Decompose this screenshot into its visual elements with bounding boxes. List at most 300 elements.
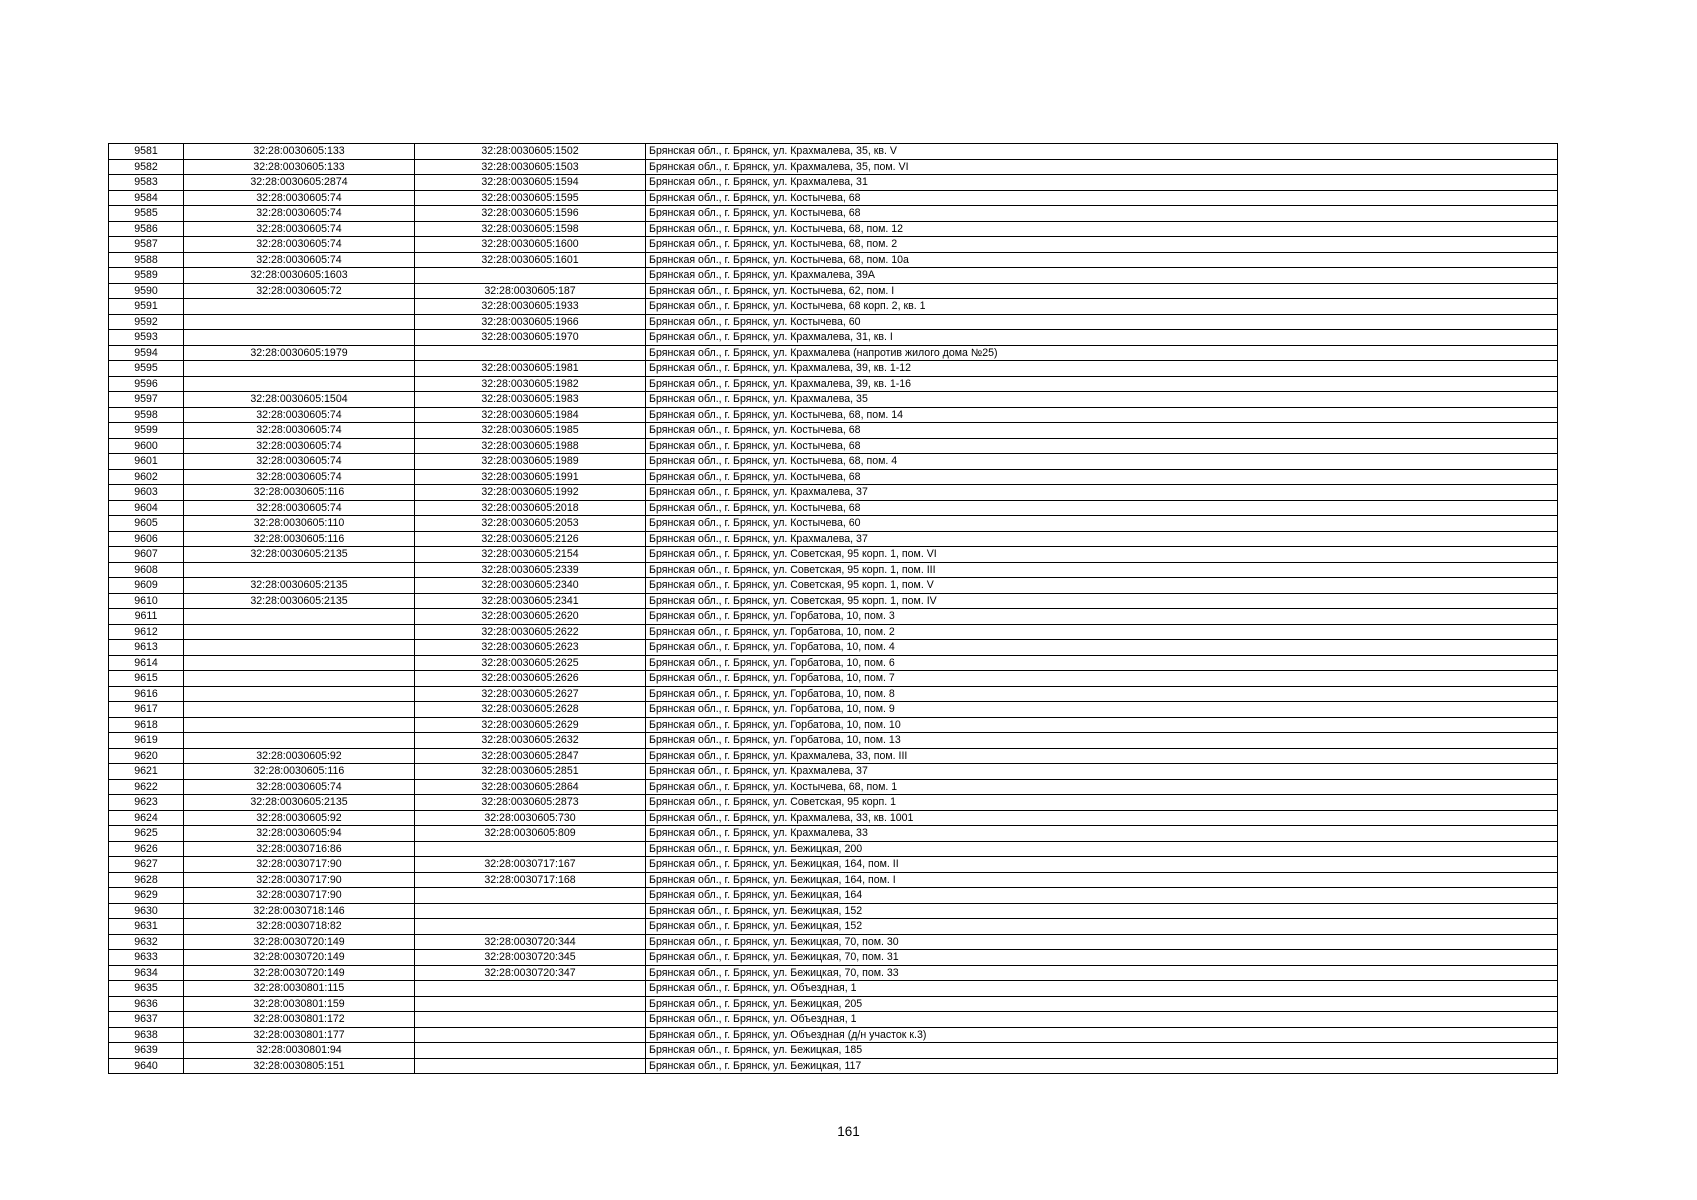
address-cell: Брянская обл., г. Брянск, ул. Горбатова, 10, пом. 10 xyxy=(646,717,1558,733)
address-cell: Брянская обл., г. Брянск, ул. Костычева, 68 xyxy=(646,469,1558,485)
object-cadastral-number-cell: 32:28:0030605:2851 xyxy=(415,764,646,780)
address-cell: Брянская обл., г. Брянск, ул. Костычева, 68 xyxy=(646,423,1558,439)
table-row xyxy=(109,299,1558,315)
row-number-cell: 9629 xyxy=(109,888,184,904)
row-number-cell: 9623 xyxy=(109,795,184,811)
row-number-cell: 9620 xyxy=(109,748,184,764)
object-cadastral-number-cell: 32:28:0030605:2627 xyxy=(415,686,646,702)
row-number-cell: 9631 xyxy=(109,919,184,935)
address-cell: Брянская обл., г. Брянск, ул. Крахмалева, 31 xyxy=(646,175,1558,191)
row-number-cell: 9606 xyxy=(109,531,184,547)
object-cadastral-number-cell: 32:28:0030605:2340 xyxy=(415,578,646,594)
row-number-cell: 9585 xyxy=(109,206,184,222)
row-number-cell: 9639 xyxy=(109,1043,184,1059)
row-number-cell: 9609 xyxy=(109,578,184,594)
cadastral-number-cell: 32:28:0030605:74 xyxy=(184,423,415,439)
address-cell: Брянская обл., г. Брянск, ул. Бежицкая, 164 xyxy=(646,888,1558,904)
registry-table-body xyxy=(109,144,1558,1074)
row-number-cell: 9624 xyxy=(109,810,184,826)
object-cadastral-number-cell: 32:28:0030605:1966 xyxy=(415,314,646,330)
address-cell: Брянская обл., г. Брянск, ул. Советская, 95 корп. 1 xyxy=(646,795,1558,811)
cadastral-number-cell: 32:28:0030605:1603 xyxy=(184,268,415,284)
row-number-cell: 9592 xyxy=(109,314,184,330)
table-row xyxy=(109,748,1558,764)
table-row xyxy=(109,1027,1558,1043)
object-cadastral-number-cell: 32:28:0030605:2154 xyxy=(415,547,646,563)
row-number-cell: 9633 xyxy=(109,950,184,966)
row-number-cell: 9590 xyxy=(109,283,184,299)
row-number-cell: 9603 xyxy=(109,485,184,501)
row-number-cell: 9586 xyxy=(109,221,184,237)
address-cell: Брянская обл., г. Брянск, ул. Костычева, 68, пом. 2 xyxy=(646,237,1558,253)
address-cell: Брянская обл., г. Брянск, ул. Горбатова, 10, пом. 13 xyxy=(646,733,1558,749)
address-cell: Брянская обл., г. Брянск, ул. Объездная (д/н участок к.3) xyxy=(646,1027,1558,1043)
address-cell: Брянская обл., г. Брянск, ул. Бежицкая, 70, пом. 33 xyxy=(646,965,1558,981)
address-cell: Брянская обл., г. Брянск, ул. Крахмалева, 33, пом. III xyxy=(646,748,1558,764)
row-number-cell: 9612 xyxy=(109,624,184,640)
cadastral-number-cell xyxy=(184,376,415,392)
cadastral-number-cell: 32:28:0030605:72 xyxy=(184,283,415,299)
cadastral-number-cell: 32:28:0030605:2874 xyxy=(184,175,415,191)
table-row xyxy=(109,516,1558,532)
table-row xyxy=(109,671,1558,687)
address-cell: Брянская обл., г. Брянск, ул. Костычева, 60 xyxy=(646,516,1558,532)
object-cadastral-number-cell: 32:28:0030605:2339 xyxy=(415,562,646,578)
row-number-cell: 9591 xyxy=(109,299,184,315)
row-number-cell: 9635 xyxy=(109,981,184,997)
cadastral-number-cell: 32:28:0030605:92 xyxy=(184,810,415,826)
row-number-cell: 9593 xyxy=(109,330,184,346)
object-cadastral-number-cell: 32:28:0030720:347 xyxy=(415,965,646,981)
object-cadastral-number-cell: 32:28:0030605:2864 xyxy=(415,779,646,795)
table-row xyxy=(109,779,1558,795)
row-number-cell: 9613 xyxy=(109,640,184,656)
cadastral-number-cell: 32:28:0030801:159 xyxy=(184,996,415,1012)
object-cadastral-number-cell: 32:28:0030605:2018 xyxy=(415,500,646,516)
cadastral-number-cell: 32:28:0030605:116 xyxy=(184,764,415,780)
row-number-cell: 9599 xyxy=(109,423,184,439)
address-cell: Брянская обл., г. Брянск, ул. Костычева, 68, пом. 12 xyxy=(646,221,1558,237)
address-cell: Брянская обл., г. Брянск, ул. Крахмалева, 39, кв. 1-16 xyxy=(646,376,1558,392)
cadastral-number-cell: 32:28:0030605:74 xyxy=(184,454,415,470)
table-row xyxy=(109,919,1558,935)
cadastral-number-cell: 32:28:0030801:177 xyxy=(184,1027,415,1043)
table-row xyxy=(109,438,1558,454)
address-cell: Брянская обл., г. Брянск, ул. Костычева, 68 xyxy=(646,190,1558,206)
address-cell: Брянская обл., г. Брянск, ул. Горбатова, 10, пом. 9 xyxy=(646,702,1558,718)
cadastral-number-cell: 32:28:0030605:74 xyxy=(184,407,415,423)
row-number-cell: 9626 xyxy=(109,841,184,857)
row-number-cell: 9611 xyxy=(109,609,184,625)
address-cell: Брянская обл., г. Брянск, ул. Бежицкая, 152 xyxy=(646,903,1558,919)
address-cell: Брянская обл., г. Брянск, ул. Костычева, 68 корп. 2, кв. 1 xyxy=(646,299,1558,315)
address-cell: Брянская обл., г. Брянск, ул. Крахмалева, 31, кв. I xyxy=(646,330,1558,346)
table-row xyxy=(109,345,1558,361)
table-row xyxy=(109,578,1558,594)
cadastral-number-cell xyxy=(184,562,415,578)
object-cadastral-number-cell xyxy=(415,996,646,1012)
table-row xyxy=(109,903,1558,919)
cadastral-number-cell: 32:28:0030605:2135 xyxy=(184,547,415,563)
object-cadastral-number-cell: 32:28:0030605:2629 xyxy=(415,717,646,733)
row-number-cell: 9608 xyxy=(109,562,184,578)
object-cadastral-number-cell: 32:28:0030605:2341 xyxy=(415,593,646,609)
address-cell: Брянская обл., г. Брянск, ул. Крахмалева, 33 xyxy=(646,826,1558,842)
address-cell: Брянская обл., г. Брянск, ул. Костычева, 68 xyxy=(646,206,1558,222)
cadastral-number-cell: 32:28:0030718:146 xyxy=(184,903,415,919)
row-number-cell: 9637 xyxy=(109,1012,184,1028)
address-cell: Брянская обл., г. Брянск, ул. Горбатова, 10, пом. 2 xyxy=(646,624,1558,640)
cadastral-number-cell: 32:28:0030605:116 xyxy=(184,531,415,547)
object-cadastral-number-cell: 32:28:0030605:1503 xyxy=(415,159,646,175)
table-row xyxy=(109,392,1558,408)
object-cadastral-number-cell: 32:28:0030717:167 xyxy=(415,857,646,873)
address-cell: Брянская обл., г. Брянск, ул. Объездная, 1 xyxy=(646,981,1558,997)
cadastral-number-cell: 32:28:0030801:115 xyxy=(184,981,415,997)
table-row xyxy=(109,996,1558,1012)
object-cadastral-number-cell: 32:28:0030605:187 xyxy=(415,283,646,299)
cadastral-number-cell: 32:28:0030801:172 xyxy=(184,1012,415,1028)
table-row xyxy=(109,1043,1558,1059)
row-number-cell: 9584 xyxy=(109,190,184,206)
address-cell: Брянская обл., г. Брянск, ул. Бежицкая, 185 xyxy=(646,1043,1558,1059)
row-number-cell: 9615 xyxy=(109,671,184,687)
row-number-cell: 9596 xyxy=(109,376,184,392)
cadastral-number-cell: 32:28:0030716:86 xyxy=(184,841,415,857)
cadastral-number-cell: 32:28:0030605:2135 xyxy=(184,593,415,609)
address-cell: Брянская обл., г. Брянск, ул. Крахмалева, 37 xyxy=(646,485,1558,501)
cadastral-number-cell xyxy=(184,640,415,656)
cadastral-number-cell: 32:28:0030720:149 xyxy=(184,965,415,981)
address-cell: Брянская обл., г. Брянск, ул. Горбатова, 10, пом. 6 xyxy=(646,655,1558,671)
cadastral-number-cell: 32:28:0030605:2135 xyxy=(184,795,415,811)
table-row xyxy=(109,934,1558,950)
object-cadastral-number-cell xyxy=(415,1027,646,1043)
table-row xyxy=(109,764,1558,780)
object-cadastral-number-cell xyxy=(415,345,646,361)
cadastral-number-cell: 32:28:0030605:2135 xyxy=(184,578,415,594)
table-row xyxy=(109,950,1558,966)
cadastral-number-cell: 32:28:0030605:74 xyxy=(184,779,415,795)
table-row xyxy=(109,469,1558,485)
table-row xyxy=(109,268,1558,284)
cadastral-number-cell xyxy=(184,702,415,718)
object-cadastral-number-cell: 32:28:0030605:1595 xyxy=(415,190,646,206)
address-cell: Брянская обл., г. Брянск, ул. Советская, 95 корп. 1, пом. VI xyxy=(646,547,1558,563)
table-row xyxy=(109,175,1558,191)
cadastral-number-cell: 32:28:0030717:90 xyxy=(184,888,415,904)
row-number-cell: 9589 xyxy=(109,268,184,284)
cadastral-number-cell xyxy=(184,655,415,671)
address-cell: Брянская обл., г. Брянск, ул. Костычева, 68, пом. 4 xyxy=(646,454,1558,470)
address-cell: Брянская обл., г. Брянск, ул. Крахмалева (напротив жилого дома №25) xyxy=(646,345,1558,361)
table-row xyxy=(109,981,1558,997)
row-number-cell: 9594 xyxy=(109,345,184,361)
table-row xyxy=(109,640,1558,656)
table-row xyxy=(109,1012,1558,1028)
address-cell: Брянская обл., г. Брянск, ул. Крахмалева, 35, пом. VI xyxy=(646,159,1558,175)
object-cadastral-number-cell: 32:28:0030605:1989 xyxy=(415,454,646,470)
address-cell: Брянская обл., г. Брянск, ул. Бежицкая, 200 xyxy=(646,841,1558,857)
object-cadastral-number-cell: 32:28:0030605:730 xyxy=(415,810,646,826)
row-number-cell: 9619 xyxy=(109,733,184,749)
object-cadastral-number-cell: 32:28:0030605:1598 xyxy=(415,221,646,237)
row-number-cell: 9627 xyxy=(109,857,184,873)
table-row xyxy=(109,795,1558,811)
address-cell: Брянская обл., г. Брянск, ул. Костычева, 68, пом. 1 xyxy=(646,779,1558,795)
address-cell: Брянская обл., г. Брянск, ул. Костычева, 68, пом. 14 xyxy=(646,407,1558,423)
address-cell: Брянская обл., г. Брянск, ул. Костычева, 68 xyxy=(646,500,1558,516)
object-cadastral-number-cell: 32:28:0030605:2625 xyxy=(415,655,646,671)
cadastral-number-cell: 32:28:0030717:90 xyxy=(184,857,415,873)
address-cell: Брянская обл., г. Брянск, ул. Костычева, 68, пом. 10а xyxy=(646,252,1558,268)
object-cadastral-number-cell: 32:28:0030605:1970 xyxy=(415,330,646,346)
object-cadastral-number-cell: 32:28:0030605:1988 xyxy=(415,438,646,454)
cadastral-number-cell: 32:28:0030605:74 xyxy=(184,221,415,237)
cadastral-number-cell xyxy=(184,299,415,315)
table-row xyxy=(109,624,1558,640)
object-cadastral-number-cell: 32:28:0030605:1600 xyxy=(415,237,646,253)
object-cadastral-number-cell: 32:28:0030605:2623 xyxy=(415,640,646,656)
table-row xyxy=(109,376,1558,392)
row-number-cell: 9618 xyxy=(109,717,184,733)
table-row xyxy=(109,609,1558,625)
address-cell: Брянская обл., г. Брянск, ул. Бежицкая, 70, пом. 30 xyxy=(646,934,1558,950)
object-cadastral-number-cell xyxy=(415,981,646,997)
cadastral-number-cell: 32:28:0030605:110 xyxy=(184,516,415,532)
object-cadastral-number-cell: 32:28:0030605:2628 xyxy=(415,702,646,718)
object-cadastral-number-cell: 32:28:0030605:2626 xyxy=(415,671,646,687)
cadastral-number-cell: 32:28:0030605:133 xyxy=(184,159,415,175)
address-cell: Брянская обл., г. Брянск, ул. Бежицкая, 152 xyxy=(646,919,1558,935)
object-cadastral-number-cell xyxy=(415,919,646,935)
table-row xyxy=(109,965,1558,981)
cadastral-number-cell: 32:28:0030605:1979 xyxy=(184,345,415,361)
address-cell: Брянская обл., г. Брянск, ул. Крахмалева, 35, кв. V xyxy=(646,144,1558,160)
cadastral-number-cell: 32:28:0030605:94 xyxy=(184,826,415,842)
table-row xyxy=(109,841,1558,857)
table-row xyxy=(109,237,1558,253)
cadastral-number-cell: 32:28:0030605:74 xyxy=(184,469,415,485)
object-cadastral-number-cell: 32:28:0030605:1502 xyxy=(415,144,646,160)
object-cadastral-number-cell xyxy=(415,1012,646,1028)
row-number-cell: 9640 xyxy=(109,1058,184,1074)
object-cadastral-number-cell: 32:28:0030605:1982 xyxy=(415,376,646,392)
cadastral-number-cell xyxy=(184,624,415,640)
object-cadastral-number-cell: 32:28:0030605:1933 xyxy=(415,299,646,315)
table-row xyxy=(109,686,1558,702)
cadastral-number-cell xyxy=(184,609,415,625)
object-cadastral-number-cell: 32:28:0030720:344 xyxy=(415,934,646,950)
object-cadastral-number-cell: 32:28:0030605:1992 xyxy=(415,485,646,501)
row-number-cell: 9638 xyxy=(109,1027,184,1043)
address-cell: Брянская обл., г. Брянск, ул. Бежицкая, 70, пом. 31 xyxy=(646,950,1558,966)
object-cadastral-number-cell: 32:28:0030605:2873 xyxy=(415,795,646,811)
address-cell: Брянская обл., г. Брянск, ул. Горбатова, 10, пом. 8 xyxy=(646,686,1558,702)
object-cadastral-number-cell: 32:28:0030605:2847 xyxy=(415,748,646,764)
address-cell: Брянская обл., г. Брянск, ул. Советская, 95 корп. 1, пом. III xyxy=(646,562,1558,578)
cadastral-number-cell: 32:28:0030717:90 xyxy=(184,872,415,888)
table-row xyxy=(109,361,1558,377)
table-row xyxy=(109,485,1558,501)
object-cadastral-number-cell xyxy=(415,1058,646,1074)
table-row xyxy=(109,423,1558,439)
address-cell: Брянская обл., г. Брянск, ул. Бежицкая, 117 xyxy=(646,1058,1558,1074)
row-number-cell: 9630 xyxy=(109,903,184,919)
row-number-cell: 9601 xyxy=(109,454,184,470)
address-cell: Брянская обл., г. Брянск, ул. Костычева, 62, пом. I xyxy=(646,283,1558,299)
cadastral-number-cell: 32:28:0030605:133 xyxy=(184,144,415,160)
cadastral-number-cell xyxy=(184,686,415,702)
object-cadastral-number-cell xyxy=(415,903,646,919)
object-cadastral-number-cell xyxy=(415,888,646,904)
table-row xyxy=(109,252,1558,268)
object-cadastral-number-cell: 32:28:0030605:1594 xyxy=(415,175,646,191)
address-cell: Брянская обл., г. Брянск, ул. Горбатова, 10, пом. 4 xyxy=(646,640,1558,656)
address-cell: Брянская обл., г. Брянск, ул. Горбатова, 10, пом. 3 xyxy=(646,609,1558,625)
cadastral-number-cell xyxy=(184,671,415,687)
cadastral-number-cell: 32:28:0030720:149 xyxy=(184,950,415,966)
registry-table xyxy=(108,143,1558,1074)
address-cell: Брянская обл., г. Брянск, ул. Костычева, 68 xyxy=(646,438,1558,454)
table-row xyxy=(109,1058,1558,1074)
row-number-cell: 9588 xyxy=(109,252,184,268)
page-number: 161 xyxy=(837,1124,860,1139)
row-number-cell: 9581 xyxy=(109,144,184,160)
cadastral-number-cell xyxy=(184,733,415,749)
cadastral-number-cell: 32:28:0030605:74 xyxy=(184,252,415,268)
address-cell: Брянская обл., г. Брянск, ул. Горбатова, 10, пом. 7 xyxy=(646,671,1558,687)
object-cadastral-number-cell: 32:28:0030605:1984 xyxy=(415,407,646,423)
object-cadastral-number-cell: 32:28:0030605:809 xyxy=(415,826,646,842)
table-row xyxy=(109,144,1558,160)
object-cadastral-number-cell: 32:28:0030605:2620 xyxy=(415,609,646,625)
address-cell: Брянская обл., г. Брянск, ул. Крахмалева, 37 xyxy=(646,531,1558,547)
table-row xyxy=(109,314,1558,330)
table-row xyxy=(109,826,1558,842)
table-row xyxy=(109,872,1558,888)
address-cell: Брянская обл., г. Брянск, ул. Советская, 95 корп. 1, пом. IV xyxy=(646,593,1558,609)
address-cell: Брянская обл., г. Брянск, ул. Бежицкая, 164, пом. I xyxy=(646,872,1558,888)
row-number-cell: 9628 xyxy=(109,872,184,888)
object-cadastral-number-cell xyxy=(415,268,646,284)
cadastral-number-cell xyxy=(184,330,415,346)
row-number-cell: 9625 xyxy=(109,826,184,842)
row-number-cell: 9636 xyxy=(109,996,184,1012)
table-row xyxy=(109,190,1558,206)
table-row xyxy=(109,888,1558,904)
row-number-cell: 9587 xyxy=(109,237,184,253)
address-cell: Брянская обл., г. Брянск, ул. Крахмалева, 35 xyxy=(646,392,1558,408)
table-row xyxy=(109,159,1558,175)
row-number-cell: 9600 xyxy=(109,438,184,454)
table-row xyxy=(109,810,1558,826)
object-cadastral-number-cell: 32:28:0030605:1981 xyxy=(415,361,646,377)
cadastral-number-cell: 32:28:0030801:94 xyxy=(184,1043,415,1059)
table-row xyxy=(109,702,1558,718)
address-cell: Брянская обл., г. Брянск, ул. Крахмалева, 39А xyxy=(646,268,1558,284)
table-row xyxy=(109,206,1558,222)
row-number-cell: 9597 xyxy=(109,392,184,408)
cadastral-number-cell: 32:28:0030605:116 xyxy=(184,485,415,501)
table-row xyxy=(109,717,1558,733)
address-cell: Брянская обл., г. Брянск, ул. Крахмалева, 37 xyxy=(646,764,1558,780)
address-cell: Брянская обл., г. Брянск, ул. Советская, 95 корп. 1, пом. V xyxy=(646,578,1558,594)
object-cadastral-number-cell: 32:28:0030605:1601 xyxy=(415,252,646,268)
row-number-cell: 9610 xyxy=(109,593,184,609)
table-row xyxy=(109,655,1558,671)
row-number-cell: 9582 xyxy=(109,159,184,175)
row-number-cell: 9602 xyxy=(109,469,184,485)
cadastral-number-cell: 32:28:0030605:74 xyxy=(184,190,415,206)
object-cadastral-number-cell: 32:28:0030605:1985 xyxy=(415,423,646,439)
row-number-cell: 9605 xyxy=(109,516,184,532)
object-cadastral-number-cell: 32:28:0030717:168 xyxy=(415,872,646,888)
row-number-cell: 9595 xyxy=(109,361,184,377)
row-number-cell: 9616 xyxy=(109,686,184,702)
table-row xyxy=(109,857,1558,873)
cadastral-number-cell xyxy=(184,361,415,377)
object-cadastral-number-cell: 32:28:0030605:1991 xyxy=(415,469,646,485)
cadastral-number-cell: 32:28:0030805:151 xyxy=(184,1058,415,1074)
cadastral-number-cell: 32:28:0030605:74 xyxy=(184,500,415,516)
cadastral-number-cell xyxy=(184,314,415,330)
table-row xyxy=(109,547,1558,563)
cadastral-number-cell: 32:28:0030605:74 xyxy=(184,438,415,454)
cadastral-number-cell: 32:28:0030605:1504 xyxy=(184,392,415,408)
table-row xyxy=(109,283,1558,299)
table-row xyxy=(109,562,1558,578)
row-number-cell: 9614 xyxy=(109,655,184,671)
table-row xyxy=(109,407,1558,423)
table-row xyxy=(109,733,1558,749)
object-cadastral-number-cell: 32:28:0030605:2622 xyxy=(415,624,646,640)
object-cadastral-number-cell: 32:28:0030605:1596 xyxy=(415,206,646,222)
row-number-cell: 9604 xyxy=(109,500,184,516)
row-number-cell: 9621 xyxy=(109,764,184,780)
address-cell: Брянская обл., г. Брянск, ул. Крахмалева, 33, кв. 1001 xyxy=(646,810,1558,826)
cadastral-number-cell: 32:28:0030605:74 xyxy=(184,237,415,253)
object-cadastral-number-cell: 32:28:0030605:2126 xyxy=(415,531,646,547)
row-number-cell: 9617 xyxy=(109,702,184,718)
object-cadastral-number-cell: 32:28:0030605:1983 xyxy=(415,392,646,408)
row-number-cell: 9598 xyxy=(109,407,184,423)
cadastral-number-cell xyxy=(184,717,415,733)
cadastral-number-cell: 32:28:0030720:149 xyxy=(184,934,415,950)
table-row xyxy=(109,531,1558,547)
address-cell: Брянская обл., г. Брянск, ул. Крахмалева, 39, кв. 1-12 xyxy=(646,361,1558,377)
object-cadastral-number-cell xyxy=(415,1043,646,1059)
object-cadastral-number-cell: 32:28:0030720:345 xyxy=(415,950,646,966)
table-row xyxy=(109,330,1558,346)
table-row xyxy=(109,221,1558,237)
row-number-cell: 9622 xyxy=(109,779,184,795)
cadastral-number-cell: 32:28:0030718:82 xyxy=(184,919,415,935)
cadastral-number-cell: 32:28:0030605:74 xyxy=(184,206,415,222)
object-cadastral-number-cell: 32:28:0030605:2632 xyxy=(415,733,646,749)
row-number-cell: 9607 xyxy=(109,547,184,563)
address-cell: Брянская обл., г. Брянск, ул. Объездная, 1 xyxy=(646,1012,1558,1028)
address-cell: Брянская обл., г. Брянск, ул. Бежицкая, 164, пом. II xyxy=(646,857,1558,873)
table-row xyxy=(109,454,1558,470)
table-row xyxy=(109,500,1558,516)
row-number-cell: 9583 xyxy=(109,175,184,191)
object-cadastral-number-cell xyxy=(415,841,646,857)
table-row xyxy=(109,593,1558,609)
row-number-cell: 9632 xyxy=(109,934,184,950)
object-cadastral-number-cell: 32:28:0030605:2053 xyxy=(415,516,646,532)
address-cell: Брянская обл., г. Брянск, ул. Костычева, 60 xyxy=(646,314,1558,330)
